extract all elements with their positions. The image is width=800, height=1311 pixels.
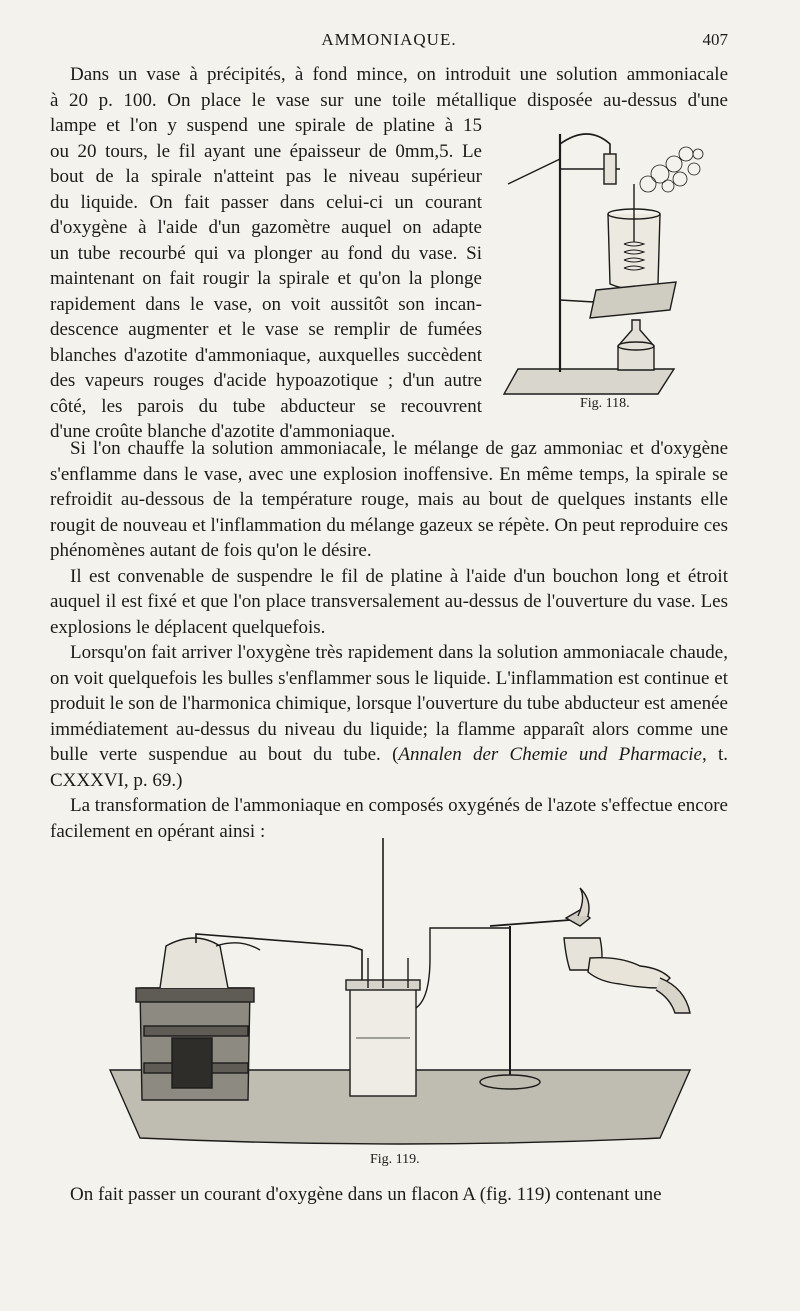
figure-119-illustration — [100, 838, 700, 1150]
spirit-lamp — [618, 320, 654, 370]
text-line: du liquide. On fait passer dans celui-ci un courant — [50, 191, 482, 213]
figure-118-illustration — [498, 124, 722, 424]
figure-119-caption: Fig. 119. — [370, 1152, 420, 1167]
furnace — [136, 988, 254, 1100]
citation-open: ( — [392, 744, 399, 765]
figure-118-caption: Fig. 118. — [580, 396, 630, 411]
text-line: un tube recourbé qui va plonger au fond du vase. Si — [50, 242, 482, 264]
stand-base — [504, 369, 674, 394]
sleeve-cuff — [656, 978, 690, 1013]
paragraph-text: Lorsqu'on fait arriver l'oxygène très rapidement dans la solution ammoniacale chaude, on voit quelquefois les bulles s'enflammer sous le liquide. L'inflammation est continue et produit le son de l'harmonica chimique, lorsque l'ouverture du tube abducteur est amenée immédiatement au-dessus du niveau du liquide; la flamme apparaît alors comme une bulle verte suspendue au bout du tube. — [50, 642, 728, 765]
text-line: ou 20 tours, le fil ayant une épaisseur de 0mm,5. Le — [50, 140, 482, 162]
text-line: lampe et l'on y suspend une spirale de platine à 15 — [50, 115, 482, 136]
paragraph: On fait passer un courant d'oxygène dans un flacon A (fig. 119) contenant une — [70, 1184, 662, 1205]
hand — [588, 958, 670, 988]
wire-gauze — [590, 282, 676, 318]
text-line: côté, les parois du tube abducteur se recouvrent — [50, 395, 482, 417]
text-line: maintenant on fait rougir la spirale et qu'on la plonge — [50, 268, 482, 289]
fumes — [640, 147, 703, 192]
paragraph: Il est convenable de suspendre le fil de platine à l'aide d'un bouchon long et étroit auquel il est fixé et que l'on place transversalement au-dessus de l'ouverture du vase. Les explosions le déplacent quelquefois. — [50, 565, 728, 638]
text-line: d'une croûte blanche d'azotite d'ammoniaque. — [50, 421, 396, 442]
citation-details: , t. CXXXVI, p. 69.) — [50, 744, 729, 791]
citation-journal: Annalen der Chemie und Pharmacie — [398, 744, 702, 765]
running-header — [50, 30, 728, 54]
text-line: descence augmenter et le vase se remplir de fumées — [50, 319, 482, 340]
burner-stand — [480, 910, 590, 1089]
body-text — [50, 436, 728, 844]
gas-tube — [560, 134, 610, 164]
text-line: à 20 p. 100. On place le vase sur une toile métallique disposée au-dessus d'une — [50, 89, 728, 111]
wash-bottle — [350, 986, 416, 1096]
text-line: rapidement dans le vase, on voit aussitôt son incan- — [50, 293, 482, 315]
page-number: 407 — [702, 30, 728, 49]
paragraph — [50, 640, 728, 793]
text-line: blanches d'azotite d'ammoniaque, auxquelles succèdent — [50, 344, 482, 366]
running-title: AMMONIAQUE. — [321, 30, 457, 49]
paragraph: Si l'on chauffe la solution ammoniacale, le mélange de gaz ammoniac et d'oxygène s'enflamme dans le vase, avec une explosion inoffensive. En même temps, la spirale se refroidit au-dessous de la température rouge, mais au bout de quelques instants elle rougit de nouveau et l'inflammation du mélange gazeux se répète. On peut reproduire ces phénomènes autant de fois qu'on le désire. — [50, 438, 728, 561]
text-line: des vapeurs rouges d'acide hypoazotique ; d'un autre — [50, 370, 482, 391]
paragraph: La transformation de l'ammoniaque en composés oxygénés de l'azote s'effectue encore facilement en opérant ainsi : — [50, 795, 728, 842]
text-line: d'oxygène à l'aide d'un gazomètre auquel on adapte — [50, 217, 482, 238]
final-line — [50, 1182, 728, 1208]
text-line: Dans un vase à précipités, à fond mince, on introduit une solution ammoniacale — [70, 64, 728, 85]
text-line: bout de la spirale n'atteint pas le niveau supérieur — [50, 166, 482, 187]
flame — [578, 888, 589, 916]
